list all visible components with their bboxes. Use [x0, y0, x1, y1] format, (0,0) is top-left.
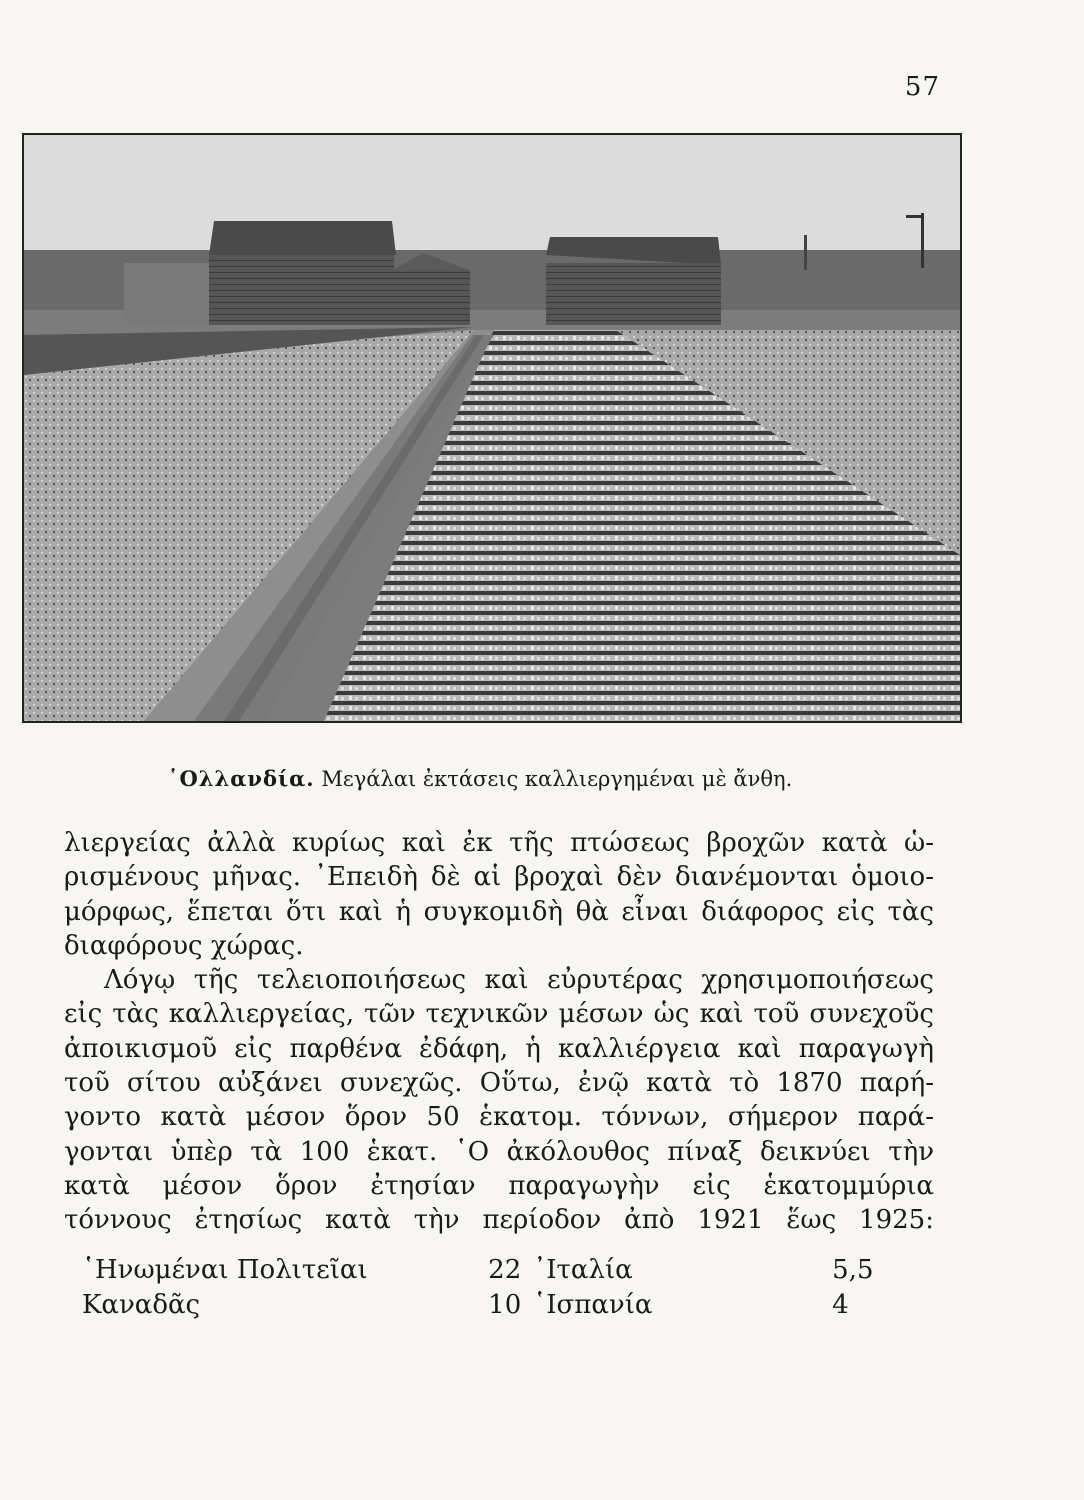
- country-cell: ᾿Ιταλία: [533, 1254, 633, 1285]
- photo-illustration: [24, 135, 960, 721]
- country-cell: Καναδᾶς: [82, 1289, 201, 1320]
- text-line: ἀποικισμοῦ εἰς παρθένα ἐδάφη, ἡ καλλιέργεια καὶ παραγωγὴ: [64, 1033, 934, 1064]
- text-line: γοντο κατὰ μέσον ὅρον 50 ἑκατομ. τόννων, σήμερον παρά-: [64, 1102, 934, 1133]
- table-row: [82, 1252, 902, 1287]
- text-line: λιεργείας ἀλλὰ κυρίως καὶ ἐκ τῆς πτώσεως βροχῶν κατὰ ὡ-: [64, 828, 934, 858]
- value-cell: 22: [488, 1254, 522, 1285]
- text-line: μόρφως, ἕπεται ὅτι καὶ ἡ συγκομιδὴ θὰ εἶναι διάφορος εἰς τὰς: [64, 896, 934, 927]
- caption-place: ῾Ολλανδία.: [168, 766, 315, 791]
- text-line: διαφόρους χώρας.: [64, 930, 304, 961]
- page-number: 57: [904, 72, 940, 102]
- text-line: κατὰ μέσον ὅρον ἐτησίαν παραγωγὴν εἰς ἑκατομμύρια: [64, 1170, 934, 1201]
- body-text: [64, 826, 934, 1238]
- text-line: ρισμένους μῆνας. ᾿Επειδὴ δὲ αἱ βροχαὶ δὲν διανέμονται ὁμοιο-: [64, 862, 934, 893]
- photo-flower-fields: [22, 133, 962, 723]
- text-line: εἰς τὰς καλλιεργείας, τῶν τεχνικῶν μέσων ὡς καὶ τοῦ συνεχοῦς: [64, 999, 934, 1030]
- table-row: [82, 1287, 902, 1322]
- text-line: γονται ὑπὲρ τὰ 100 ἑκατ. ῾Ο ἀκόλουθος πίναξ δεικνύει τὴν: [64, 1136, 934, 1167]
- photo-caption: [168, 766, 868, 791]
- text-line: τόννους ἐτησίως κατὰ τὴν περίοδον ἀπὸ 1921 ἕως 1925:: [64, 1205, 934, 1236]
- country-cell: ῾Ισπανία: [533, 1289, 653, 1320]
- caption-text: Μεγάλαι ἐκτάσεις καλλιεργημέναι μὲ ἄνθη.: [321, 767, 793, 791]
- value-cell: 10: [488, 1289, 522, 1320]
- value-cell: 4: [832, 1289, 849, 1320]
- text-line: τοῦ σίτου αὐξάνει συνεχῶς. Οὕτω, ἐνῷ κατὰ τὸ 1870 παρή-: [64, 1068, 934, 1099]
- country-cell: ῾Ηνωμέναι Πολιτεῖαι: [82, 1254, 368, 1285]
- text-line: Λόγῳ τῆς τελειοποιήσεως καὶ εὐρυτέρας χρησιμοποιήσεως: [104, 965, 934, 996]
- production-table: [82, 1252, 902, 1322]
- value-cell: 5,5: [832, 1254, 874, 1285]
